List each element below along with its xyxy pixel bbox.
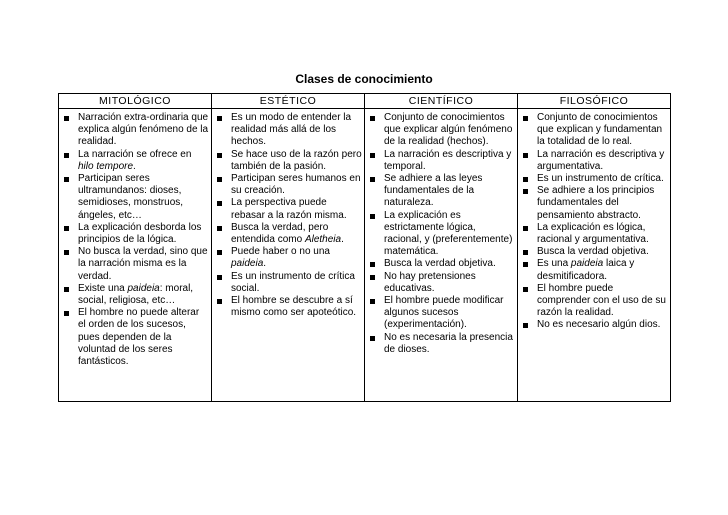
square-bullet-icon [217, 299, 222, 304]
list-item [61, 149, 209, 173]
square-bullet-icon [523, 287, 528, 292]
square-bullet-icon [523, 250, 528, 255]
list-item-text: Es un instrumento de crítica social. [231, 270, 355, 294]
square-bullet-icon [64, 177, 69, 182]
square-bullet-icon [370, 177, 375, 182]
list-item [367, 173, 515, 210]
list-item [214, 246, 362, 270]
column-header-mitologico: MITOLÓGICO [59, 94, 212, 109]
list-item [367, 295, 515, 332]
list-item [61, 283, 209, 307]
square-bullet-icon [523, 177, 528, 182]
list-item-text: No busca la verdad, sino que la narración misma es la verdad. [78, 246, 208, 282]
square-bullet-icon [370, 299, 375, 304]
square-bullet-icon [523, 189, 528, 194]
list-item [214, 295, 362, 319]
column-header-filosofico: FILOSÓFICO [518, 94, 671, 109]
document-title: Clases de conocimiento [295, 72, 433, 86]
list-item-text: Conjunto de conocimientos que explican y fundamentan la totalidad de lo real. [537, 112, 663, 148]
square-bullet-icon [64, 311, 69, 316]
square-bullet-icon [370, 116, 375, 121]
list-item [61, 222, 209, 246]
list-item [367, 332, 515, 356]
square-bullet-icon [217, 250, 222, 255]
column-header-estetico: ESTÉTICO [212, 94, 365, 109]
list-item-text: La narración es descriptiva y temporal. [384, 148, 512, 172]
square-bullet-icon [217, 177, 222, 182]
list-item [520, 319, 668, 331]
list-item [520, 185, 668, 222]
list-item [520, 149, 668, 173]
bullet-list [212, 112, 364, 319]
list-item-text: No hay pretensiones educativas. [384, 270, 476, 294]
list-item-text: Busca la verdad objetiva. [384, 258, 496, 270]
list-item-text: El hombre puede modificar algunos sucesos (experimentación). [384, 295, 504, 331]
square-bullet-icon [523, 153, 528, 158]
list-item-text: La explicación es estrictamente lógica, racional, y (preferentemente) matemática. [384, 209, 513, 258]
list-item [61, 307, 209, 368]
list-item [214, 197, 362, 221]
list-item-text: Existe una paideia: moral, social, religiosa, etc… [78, 282, 194, 307]
bullet-list [365, 112, 517, 356]
list-item-text: La explicación es lógica, racional y argumentativa. [537, 221, 649, 246]
list-item-text: Se adhiere a las leyes fundamentales de la naturaleza. [384, 173, 483, 209]
list-item [520, 222, 668, 246]
knowledge-table [58, 93, 671, 402]
list-item-text: Busca la verdad objetiva. [537, 246, 649, 258]
list-item-text: Puede haber o no una paideia. [231, 246, 330, 270]
column-cell-mitologico [59, 109, 212, 402]
list-item-text: Es un instrumento de crítica. [537, 173, 664, 185]
square-bullet-icon [64, 226, 69, 231]
list-item [367, 210, 515, 259]
square-bullet-icon [217, 226, 222, 231]
column-header-cientifico: CIENTÍFICO [365, 94, 518, 109]
list-item-text: La perspectiva puede rebasar a la razón misma. [231, 197, 347, 221]
square-bullet-icon [217, 275, 222, 280]
square-bullet-icon [217, 153, 222, 158]
list-item [520, 258, 668, 282]
square-bullet-icon [523, 323, 528, 328]
list-item-text: Conjunto de conocimientos que explicar algún fenómeno de la realidad (hechos). [384, 112, 513, 148]
list-item-text: No es necesario algún dios. [537, 319, 661, 331]
list-item-text: Participan seres ultramundanos: dioses, semidioses, monstruos, ángeles, etc… [78, 173, 184, 221]
square-bullet-icon [370, 336, 375, 341]
square-bullet-icon [64, 153, 69, 158]
bullet-list [518, 112, 670, 332]
list-item [520, 246, 668, 258]
square-bullet-icon [523, 226, 528, 231]
square-bullet-icon [370, 153, 375, 158]
list-item-text: Narración extra-ordinaria que explica algún fenómeno de la realidad. [78, 112, 209, 148]
list-item [520, 112, 668, 149]
list-item [61, 112, 209, 149]
list-item [214, 112, 362, 149]
list-item [367, 149, 515, 173]
list-item-text: Busca la verdad, pero entendida como Aletheia. [231, 221, 344, 246]
list-item-text: La narración se ofrece en hilo tempore. [78, 148, 192, 172]
list-item-text: Es un modo de entender la realidad más allá de los hechos. [231, 112, 352, 148]
list-item-text: Es una paideia laica y desmitificadora. [537, 258, 635, 282]
square-bullet-icon [64, 287, 69, 292]
list-item-text: La narración es descriptiva y argumentativa. [537, 148, 665, 172]
square-bullet-icon [64, 116, 69, 121]
column-cell-filosofico [518, 109, 671, 402]
square-bullet-icon [370, 214, 375, 219]
list-item [61, 246, 209, 283]
list-item [214, 173, 362, 197]
bullet-list [59, 112, 211, 368]
list-item-text: La explicación desborda los principios de la lógica. [78, 221, 202, 246]
list-item-text: El hombre se descubre a sí mismo como ser apoteótico. [231, 295, 357, 319]
list-item-text: Se hace uso de la razón pero también de la pasión. [231, 148, 362, 172]
list-item-text: El hombre puede comprender con el uso de su razón la realidad. [537, 282, 666, 319]
list-item-text: El hombre no puede alterar el orden de los sucesos, pues dependen de la voluntad de los seres fantásticos. [78, 307, 200, 368]
list-item-text: No es necesaria la presencia de dioses. [384, 331, 513, 355]
square-bullet-icon [370, 262, 375, 267]
list-item [367, 258, 515, 270]
square-bullet-icon [217, 116, 222, 121]
square-bullet-icon [523, 262, 528, 267]
square-bullet-icon [64, 250, 69, 255]
content-row [59, 109, 671, 402]
list-item [214, 149, 362, 173]
list-item [520, 283, 668, 320]
column-cell-estetico [212, 109, 365, 402]
list-item [214, 222, 362, 246]
list-item [214, 271, 362, 295]
square-bullet-icon [523, 116, 528, 121]
header-row [59, 94, 671, 109]
list-item-text: Participan seres humanos en su creación. [231, 173, 361, 197]
list-item-text: Se adhiere a los principios fundamentales del pensamiento abstracto. [537, 185, 655, 221]
list-item [61, 173, 209, 222]
square-bullet-icon [370, 275, 375, 280]
list-item [367, 271, 515, 295]
square-bullet-icon [217, 201, 222, 206]
list-item [367, 112, 515, 149]
column-cell-cientifico [365, 109, 518, 402]
list-item [520, 173, 668, 185]
